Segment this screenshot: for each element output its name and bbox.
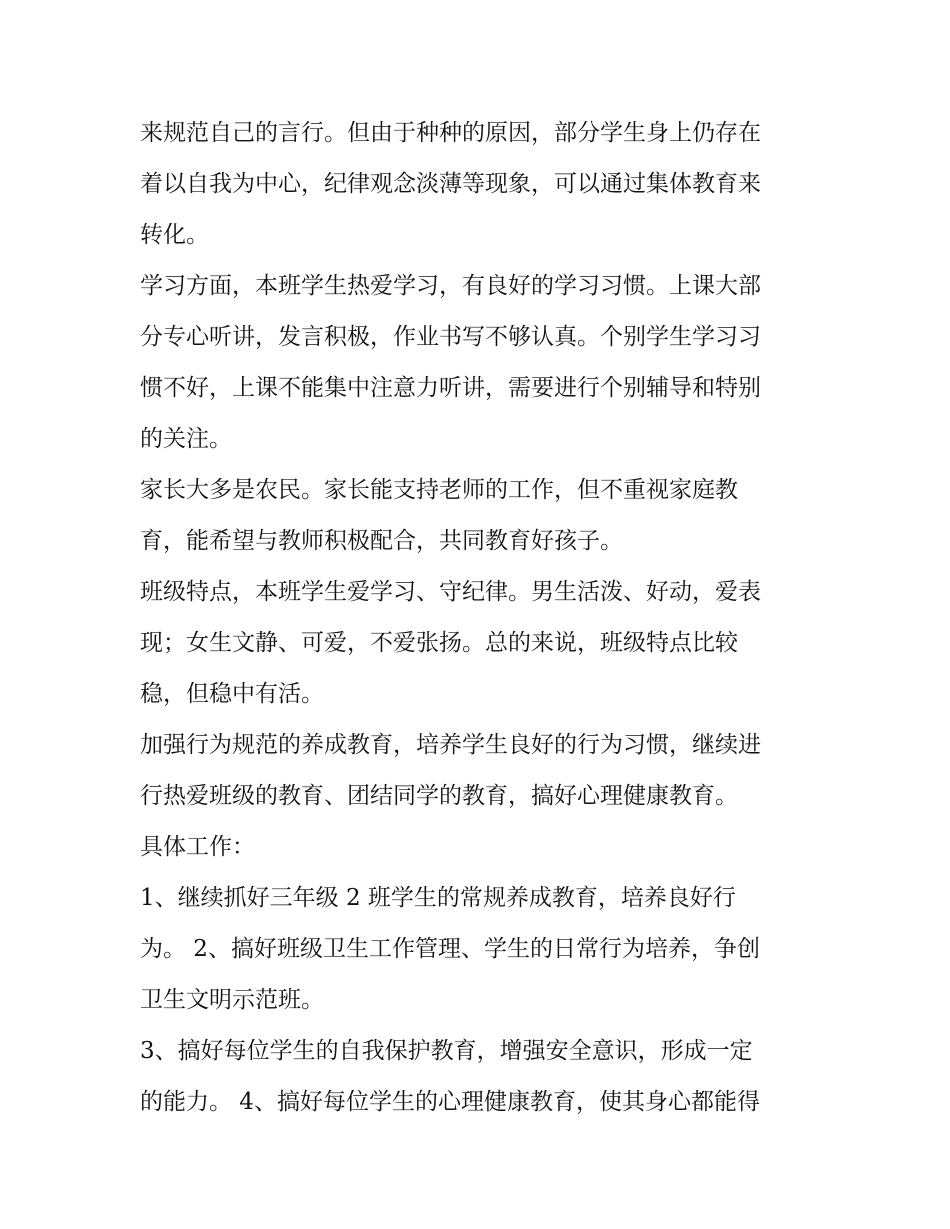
text-line: 育，能希望与教师积极配合，共同教育好孩子。: [140, 528, 623, 554]
text-line: 行热爱班级的教育、团结同学的教育，搞好心理健康教育。: [140, 783, 738, 809]
text-line: 具体工作：: [140, 834, 255, 860]
text-line: 来规范自己的言行。但由于种种的原因，部分学生身上仍存在: [140, 120, 761, 146]
text-line: 卫生文明示范班。: [140, 987, 324, 1013]
text-line: 加强行为规范的养成教育，培养学生良好的行为习惯，继续进: [140, 732, 761, 758]
text-line: 分专心听讲，发言积极，作业书写不够认真。个别学生学习习: [140, 324, 761, 350]
document-body: [140, 108, 830, 1128]
text-line: 1、继续抓好三年级 2 班学生的常规养成教育，培养良好行: [140, 885, 736, 911]
text-line: 的能力。 4、搞好每位学生的心理健康教育，使其身心都能得: [140, 1089, 760, 1115]
text-line: 转化。: [140, 222, 209, 248]
text-line: 为。 2、搞好班级卫生工作管理、学生的日常行为培养，争创: [140, 936, 760, 962]
text-line: 着以自我为中心，纪律观念淡薄等现象，可以通过集体教育来: [140, 171, 761, 197]
text-line: 班级特点，本班学生爱学习、守纪律。男生活泼、好动，爱表: [140, 579, 761, 605]
text-line: 的关注。: [140, 426, 232, 452]
text-line: 3、搞好每位学生的自我保护教育，增强安全意识，形成一定: [140, 1038, 753, 1064]
text-line: 惯不好，上课不能集中注意力听讲，需要进行个别辅导和特别: [140, 375, 761, 401]
text-line: 稳，但稳中有活。: [140, 681, 324, 707]
text-line: 现；女生文静、可爱，不爱张扬。总的来说，班级特点比较: [140, 630, 738, 656]
text-line: 家长大多是农民。家长能支持老师的工作，但不重视家庭教: [140, 477, 738, 503]
text-line: 学习方面，本班学生热爱学习，有良好的学习习惯。上课大部: [140, 273, 761, 299]
